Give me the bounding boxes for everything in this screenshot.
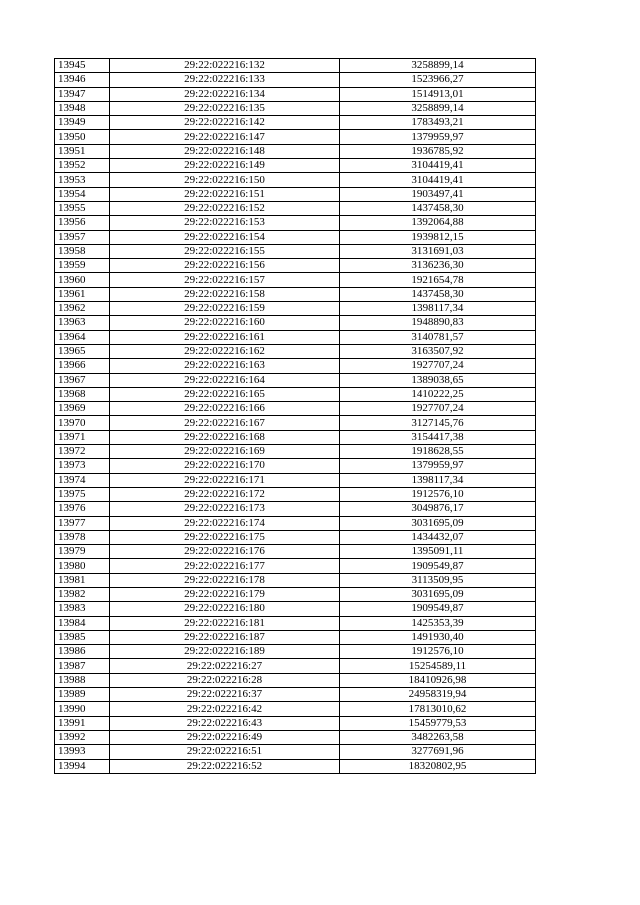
table-row (55, 259, 536, 273)
cadastral-number-cell: 29:22:022216:153 (110, 216, 340, 230)
row-number-cell: 13978 (55, 530, 110, 544)
row-number-cell: 13952 (55, 159, 110, 173)
row-number-cell: 13979 (55, 545, 110, 559)
cadastral-number-cell: 29:22:022216:156 (110, 259, 340, 273)
cadastral-value-cell: 1927707,24 (340, 402, 536, 416)
row-number-cell: 13969 (55, 402, 110, 416)
row-number-cell: 13965 (55, 344, 110, 358)
cadastral-value-cell: 1909549,87 (340, 559, 536, 573)
cadastral-value-cell: 3127145,76 (340, 416, 536, 430)
cadastral-value-cell: 1948890,83 (340, 316, 536, 330)
cadastral-value-cell: 17813010,62 (340, 702, 536, 716)
row-number-cell: 13985 (55, 630, 110, 644)
row-number-cell: 13984 (55, 616, 110, 630)
cadastral-number-cell: 29:22:022216:181 (110, 616, 340, 630)
table-row (55, 201, 536, 215)
cadastral-value-cell: 18410926,98 (340, 673, 536, 687)
table-row (55, 730, 536, 744)
row-number-cell: 13990 (55, 702, 110, 716)
cadastral-value-cell: 1912576,10 (340, 487, 536, 501)
cadastral-number-cell: 29:22:022216:157 (110, 273, 340, 287)
cadastral-value-cell: 1425353,39 (340, 616, 536, 630)
cadastral-number-cell: 29:22:022216:27 (110, 659, 340, 673)
table-row (55, 673, 536, 687)
row-number-cell: 13962 (55, 302, 110, 316)
table-row (55, 602, 536, 616)
cadastral-number-cell: 29:22:022216:164 (110, 373, 340, 387)
cadastral-number-cell: 29:22:022216:160 (110, 316, 340, 330)
row-number-cell: 13957 (55, 230, 110, 244)
cadastral-number-cell: 29:22:022216:171 (110, 473, 340, 487)
cadastral-number-cell: 29:22:022216:168 (110, 430, 340, 444)
cadastral-value-cell: 24958319,94 (340, 688, 536, 702)
cadastral-number-cell: 29:22:022216:174 (110, 516, 340, 530)
cadastral-number-cell: 29:22:022216:189 (110, 645, 340, 659)
table-row (55, 387, 536, 401)
row-number-cell: 13976 (55, 502, 110, 516)
cadastral-number-cell: 29:22:022216:37 (110, 688, 340, 702)
cadastral-number-cell: 29:22:022216:175 (110, 530, 340, 544)
cadastral-number-cell: 29:22:022216:147 (110, 130, 340, 144)
row-number-cell: 13983 (55, 602, 110, 616)
cadastral-number-cell: 29:22:022216:162 (110, 344, 340, 358)
cadastral-value-cell: 1434432,07 (340, 530, 536, 544)
row-number-cell: 13955 (55, 201, 110, 215)
table-row (55, 373, 536, 387)
cadastral-value-cell: 1909549,87 (340, 602, 536, 616)
cadastral-number-cell: 29:22:022216:161 (110, 330, 340, 344)
table-row (55, 87, 536, 101)
table-row (55, 316, 536, 330)
row-number-cell: 13988 (55, 673, 110, 687)
cadastral-number-cell: 29:22:022216:151 (110, 187, 340, 201)
cadastral-number-cell: 29:22:022216:173 (110, 502, 340, 516)
cadastral-value-cell: 3031695,09 (340, 587, 536, 601)
cadastral-value-cell: 3154417,38 (340, 430, 536, 444)
table-row (55, 502, 536, 516)
cadastral-value-cell: 1514913,01 (340, 87, 536, 101)
table-row (55, 287, 536, 301)
row-number-cell: 13977 (55, 516, 110, 530)
table-row (55, 244, 536, 258)
row-number-cell: 13975 (55, 487, 110, 501)
table-row (55, 573, 536, 587)
row-number-cell: 13963 (55, 316, 110, 330)
row-number-cell: 13951 (55, 144, 110, 158)
document-page (54, 58, 536, 774)
cadastral-number-cell: 29:22:022216:166 (110, 402, 340, 416)
row-number-cell: 13972 (55, 445, 110, 459)
table-row (55, 116, 536, 130)
table-row (55, 487, 536, 501)
cadastral-value-cell: 3277691,96 (340, 745, 536, 759)
row-number-cell: 13981 (55, 573, 110, 587)
cadastral-number-cell: 29:22:022216:52 (110, 759, 340, 773)
cadastral-value-cell: 3104419,41 (340, 173, 536, 187)
row-number-cell: 13989 (55, 688, 110, 702)
row-number-cell: 13986 (55, 645, 110, 659)
row-number-cell: 13960 (55, 273, 110, 287)
cadastral-value-table (54, 58, 536, 774)
cadastral-number-cell: 29:22:022216:165 (110, 387, 340, 401)
cadastral-number-cell: 29:22:022216:152 (110, 201, 340, 215)
cadastral-value-cell: 1903497,41 (340, 187, 536, 201)
cadastral-number-cell: 29:22:022216:187 (110, 630, 340, 644)
row-number-cell: 13964 (55, 330, 110, 344)
table-row (55, 73, 536, 87)
cadastral-number-cell: 29:22:022216:133 (110, 73, 340, 87)
cadastral-number-cell: 29:22:022216:42 (110, 702, 340, 716)
table-row (55, 688, 536, 702)
table-row (55, 187, 536, 201)
cadastral-number-cell: 29:22:022216:28 (110, 673, 340, 687)
row-number-cell: 13982 (55, 587, 110, 601)
cadastral-number-cell: 29:22:022216:167 (110, 416, 340, 430)
table-row (55, 616, 536, 630)
table-row (55, 144, 536, 158)
cadastral-number-cell: 29:22:022216:132 (110, 59, 340, 73)
row-number-cell: 13961 (55, 287, 110, 301)
cadastral-number-cell: 29:22:022216:176 (110, 545, 340, 559)
cadastral-value-cell: 1783493,21 (340, 116, 536, 130)
cadastral-number-cell: 29:22:022216:177 (110, 559, 340, 573)
cadastral-value-cell: 3136236,30 (340, 259, 536, 273)
cadastral-value-cell: 1523966,27 (340, 73, 536, 87)
cadastral-number-cell: 29:22:022216:180 (110, 602, 340, 616)
row-number-cell: 13953 (55, 173, 110, 187)
row-number-cell: 13945 (55, 59, 110, 73)
cadastral-value-cell: 3031695,09 (340, 516, 536, 530)
table-row (55, 130, 536, 144)
table-row (55, 445, 536, 459)
row-number-cell: 13973 (55, 459, 110, 473)
table-row (55, 630, 536, 644)
cadastral-value-cell: 1379959,97 (340, 459, 536, 473)
cadastral-number-cell: 29:22:022216:148 (110, 144, 340, 158)
cadastral-number-cell: 29:22:022216:158 (110, 287, 340, 301)
table-row (55, 459, 536, 473)
table-body (55, 59, 536, 774)
cadastral-number-cell: 29:22:022216:154 (110, 230, 340, 244)
cadastral-number-cell: 29:22:022216:170 (110, 459, 340, 473)
cadastral-value-cell: 1437458,30 (340, 287, 536, 301)
row-number-cell: 13980 (55, 559, 110, 573)
cadastral-value-cell: 1379959,97 (340, 130, 536, 144)
row-number-cell: 13994 (55, 759, 110, 773)
table-row (55, 230, 536, 244)
cadastral-value-cell: 3049876,17 (340, 502, 536, 516)
row-number-cell: 13954 (55, 187, 110, 201)
cadastral-number-cell: 29:22:022216:135 (110, 101, 340, 115)
row-number-cell: 13992 (55, 730, 110, 744)
cadastral-number-cell: 29:22:022216:178 (110, 573, 340, 587)
row-number-cell: 13991 (55, 716, 110, 730)
row-number-cell: 13966 (55, 359, 110, 373)
table-row (55, 416, 536, 430)
table-row (55, 716, 536, 730)
cadastral-value-cell: 3131691,03 (340, 244, 536, 258)
row-number-cell: 13949 (55, 116, 110, 130)
table-row (55, 59, 536, 73)
cadastral-value-cell: 1410222,25 (340, 387, 536, 401)
cadastral-number-cell: 29:22:022216:159 (110, 302, 340, 316)
cadastral-value-cell: 3104419,41 (340, 159, 536, 173)
cadastral-value-cell: 1398117,34 (340, 302, 536, 316)
table-row (55, 587, 536, 601)
table-row (55, 516, 536, 530)
cadastral-number-cell: 29:22:022216:142 (110, 116, 340, 130)
cadastral-value-cell: 18320802,95 (340, 759, 536, 773)
cadastral-number-cell: 29:22:022216:149 (110, 159, 340, 173)
row-number-cell: 13971 (55, 430, 110, 444)
table-row (55, 559, 536, 573)
cadastral-value-cell: 1398117,34 (340, 473, 536, 487)
cadastral-value-cell: 1939812,15 (340, 230, 536, 244)
cadastral-value-cell: 1389038,65 (340, 373, 536, 387)
row-number-cell: 13968 (55, 387, 110, 401)
table-row (55, 273, 536, 287)
row-number-cell: 13987 (55, 659, 110, 673)
cadastral-value-cell: 1912576,10 (340, 645, 536, 659)
row-number-cell: 13948 (55, 101, 110, 115)
cadastral-value-cell: 15254589,11 (340, 659, 536, 673)
row-number-cell: 13970 (55, 416, 110, 430)
cadastral-value-cell: 1921654,78 (340, 273, 536, 287)
cadastral-value-cell: 15459779,53 (340, 716, 536, 730)
table-row (55, 173, 536, 187)
cadastral-number-cell: 29:22:022216:172 (110, 487, 340, 501)
table-row (55, 745, 536, 759)
cadastral-number-cell: 29:22:022216:179 (110, 587, 340, 601)
cadastral-value-cell: 1927707,24 (340, 359, 536, 373)
row-number-cell: 13993 (55, 745, 110, 759)
table-row (55, 545, 536, 559)
cadastral-number-cell: 29:22:022216:169 (110, 445, 340, 459)
cadastral-number-cell: 29:22:022216:134 (110, 87, 340, 101)
cadastral-value-cell: 1392064,88 (340, 216, 536, 230)
row-number-cell: 13958 (55, 244, 110, 258)
row-number-cell: 13947 (55, 87, 110, 101)
cadastral-number-cell: 29:22:022216:51 (110, 745, 340, 759)
table-row (55, 101, 536, 115)
cadastral-number-cell: 29:22:022216:43 (110, 716, 340, 730)
table-row (55, 402, 536, 416)
cadastral-number-cell: 29:22:022216:49 (110, 730, 340, 744)
cadastral-value-cell: 1395091,11 (340, 545, 536, 559)
cadastral-value-cell: 3163507,92 (340, 344, 536, 358)
table-row (55, 702, 536, 716)
table-row (55, 330, 536, 344)
table-row (55, 216, 536, 230)
cadastral-value-cell: 3113509,95 (340, 573, 536, 587)
table-row (55, 159, 536, 173)
row-number-cell: 13967 (55, 373, 110, 387)
cadastral-value-cell: 3482263,58 (340, 730, 536, 744)
row-number-cell: 13946 (55, 73, 110, 87)
cadastral-value-cell: 3140781,57 (340, 330, 536, 344)
cadastral-value-cell: 3258899,14 (340, 59, 536, 73)
table-row (55, 530, 536, 544)
cadastral-value-cell: 1437458,30 (340, 201, 536, 215)
table-row (55, 344, 536, 358)
cadastral-value-cell: 1936785,92 (340, 144, 536, 158)
table-row (55, 430, 536, 444)
row-number-cell: 13956 (55, 216, 110, 230)
cadastral-number-cell: 29:22:022216:155 (110, 244, 340, 258)
table-row (55, 645, 536, 659)
table-row (55, 359, 536, 373)
cadastral-number-cell: 29:22:022216:163 (110, 359, 340, 373)
cadastral-value-cell: 3258899,14 (340, 101, 536, 115)
table-row (55, 473, 536, 487)
cadastral-number-cell: 29:22:022216:150 (110, 173, 340, 187)
table-row (55, 302, 536, 316)
row-number-cell: 13959 (55, 259, 110, 273)
table-row (55, 759, 536, 773)
row-number-cell: 13974 (55, 473, 110, 487)
cadastral-value-cell: 1918628,55 (340, 445, 536, 459)
cadastral-value-cell: 1491930,40 (340, 630, 536, 644)
table-row (55, 659, 536, 673)
row-number-cell: 13950 (55, 130, 110, 144)
